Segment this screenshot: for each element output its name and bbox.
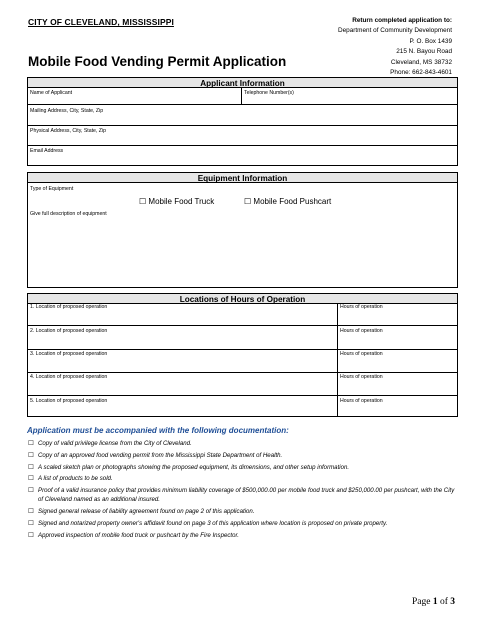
of-word: of xyxy=(439,597,448,607)
divider xyxy=(28,372,457,373)
divider xyxy=(28,145,457,146)
page-title: Mobile Food Vending Permit Application xyxy=(28,54,287,69)
list-item xyxy=(28,486,458,504)
applicant-info-box xyxy=(27,87,458,166)
option-label: Mobile Food Pushcart xyxy=(253,197,332,206)
name-of-applicant-field[interactable]: Name of Applicant xyxy=(30,90,73,96)
location-field[interactable]: 2. Location of proposed operation xyxy=(30,328,108,334)
equipment-section-heading: Equipment Information xyxy=(27,172,458,183)
checkbox-icon[interactable]: ☐ xyxy=(28,440,34,447)
checkbox-icon[interactable]: ☐ xyxy=(139,197,147,206)
hours-field[interactable]: Hours of operation xyxy=(340,304,383,310)
email-address-field[interactable]: Email Address xyxy=(30,148,64,154)
locations-section-heading: Locations of Hours of Operation xyxy=(27,293,458,304)
requirements-title: Application must be accompanied with the following documentation: xyxy=(27,426,289,435)
mobile-food-pushcart-option[interactable] xyxy=(244,197,331,206)
return-line: Cleveland, MS 38732 xyxy=(390,58,452,66)
checkbox-icon[interactable]: ☐ xyxy=(28,487,34,495)
divider xyxy=(28,104,457,105)
applicant-section-heading: Applicant Information xyxy=(27,77,458,88)
checkbox-icon[interactable]: ☐ xyxy=(28,463,34,471)
page-word: Page xyxy=(411,597,431,607)
location-field[interactable]: 4. Location of proposed operation xyxy=(30,374,108,380)
requirement-text: Copy of an approved food vending permit from the Mississippi State Department of Health. xyxy=(38,451,283,459)
checkbox-icon[interactable]: ☐ xyxy=(28,508,34,516)
list-item xyxy=(28,463,458,472)
checkbox-icon[interactable]: ☐ xyxy=(28,519,34,527)
list-item xyxy=(28,531,458,540)
page-number xyxy=(412,597,455,607)
checkbox-icon[interactable]: ☐ xyxy=(28,531,34,539)
checkbox-icon[interactable]: ☐ xyxy=(28,451,34,459)
divider xyxy=(28,125,457,126)
checkbox-icon[interactable]: ☐ xyxy=(244,197,252,206)
return-line: Department of Community Development xyxy=(337,27,452,35)
requirement-text: Copy of valid privilege license from the City of Cleveland. xyxy=(38,440,192,447)
location-field[interactable]: 5. Location of proposed operation xyxy=(30,398,108,404)
requirements-list xyxy=(28,439,458,543)
locations-table xyxy=(27,303,458,417)
equipment-info-box xyxy=(27,182,458,288)
requirement-text: A scaled sketch plan or photographs showing the proposed equipment, its dimensions, and other setup information. xyxy=(38,463,350,471)
location-field[interactable]: 1. Location of proposed operation xyxy=(30,304,108,310)
equipment-description-field[interactable]: Give full description of equipment xyxy=(30,211,107,217)
requirement-text: Approved inspection of mobile food truck or pushcart by the Fire Inspector. xyxy=(38,531,239,539)
list-item xyxy=(28,519,458,528)
hours-field[interactable]: Hours of operation xyxy=(340,374,383,380)
list-item xyxy=(28,507,458,516)
return-line: P. O. Box 1439 xyxy=(409,37,452,45)
return-line: Phone: 662-843-4601 xyxy=(390,69,452,77)
telephone-field[interactable]: Telephone Number(s) xyxy=(244,90,294,96)
divider xyxy=(241,88,242,104)
checkbox-icon[interactable]: ☐ xyxy=(28,475,34,483)
requirement-text: Proof of a valid insurance policy that provides minimum liability coverage of $500,000.00 per mobile food truck and $250,000.00 per pushcart, with the City of Cleveland named as an additional insured. xyxy=(38,487,455,504)
location-field[interactable]: 3. Location of proposed operation xyxy=(30,351,108,357)
type-of-equipment-label: Type of Equipment xyxy=(30,186,74,192)
page-current: 1 xyxy=(432,597,438,607)
divider xyxy=(28,325,457,326)
list-item xyxy=(28,451,458,460)
divider xyxy=(28,349,457,350)
city-name: CITY OF CLEVELAND, MISSISSIPPI xyxy=(28,17,174,27)
mobile-food-truck-option[interactable] xyxy=(139,197,214,206)
physical-address-field[interactable]: Physical Address, City, State, Zip xyxy=(30,128,107,134)
mailing-address-field[interactable]: Mailing Address, City, State, Zip xyxy=(30,108,104,114)
requirement-text: Signed general release of liability agreement found on page 2 of this application. xyxy=(38,508,255,516)
requirement-text: Signed and notarized property owner's affidavit found on page 3 of this application where location is proposed on private property. xyxy=(38,519,388,527)
requirement-text: A list of products to be sold. xyxy=(38,475,113,483)
hours-field[interactable]: Hours of operation xyxy=(340,398,383,404)
hours-field[interactable]: Hours of operation xyxy=(340,328,383,334)
hours-field[interactable]: Hours of operation xyxy=(340,351,383,357)
return-line: 215 N. Bayou Road xyxy=(396,48,452,56)
option-label: Mobile Food Truck xyxy=(148,197,215,206)
list-item xyxy=(28,474,458,483)
list-item xyxy=(28,439,458,448)
return-address xyxy=(232,16,452,78)
page-total: 3 xyxy=(450,597,455,607)
divider xyxy=(28,395,457,396)
return-heading: Return completed application to: xyxy=(352,17,452,24)
divider xyxy=(337,304,338,416)
